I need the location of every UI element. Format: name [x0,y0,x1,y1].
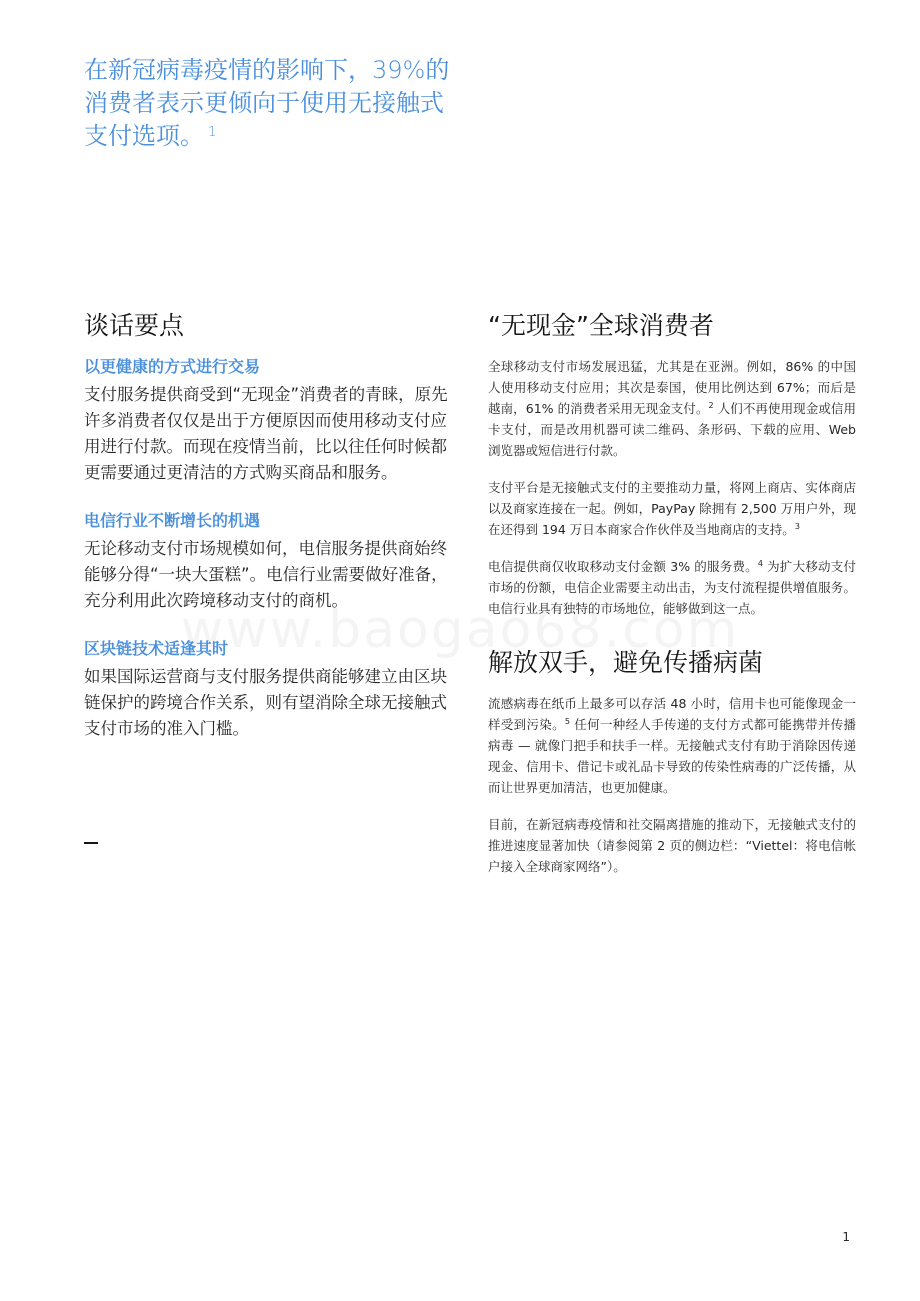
point-3-body: 如果国际运营商与支付服务提供商能够建立由区块链保护的跨境合作关系，则有望消除全球无接触式支付市场的准入门槛。 [84,667,447,738]
page-number: 1 [842,1230,850,1244]
paragraph-1: 全球移动支付市场发展迅猛，尤其是在亚洲。例如，86% 的中国人使用移动支付应用；其次是泰国，使用比例达到 67%；而后是越南，61% 的消费者采用无现金支付。$^2$ 人们不再使用现金或信用卡支付，而是改用机器可读二维码、条形码、下载的应用、Web 浏览器或短信进行付款。 [488,359,856,458]
hands-free-title: 解放双手，避免传播病菌 [488,648,764,677]
point-3 [84,638,450,742]
point-2-heading: 电信行业不断增长的机遇 [84,511,261,530]
paragraph-5: 目前，在新冠病毒疫情和社交隔离措施的推动下，无接触式支付的推进速度显著加快（请参阅第 2 页的侧边栏：“Viettel：将电信帐户接入全球商家网络”）。 [488,817,856,874]
footnote-4: 4 [757,559,763,568]
footnote-2: 2 [708,401,714,410]
point-1-body: 支付服务提供商受到“无现金”消费者的青睐，原先许多消费者仅仅是出于方便原因而使用移动支付应用进行付款。而现在疫情当前，比以往任何时候都更需要通过更清洁的方式购买商品和服务。 [84,385,448,482]
footnote-3: 3 [794,522,800,531]
pull-quote [84,54,459,153]
talking-points-column [84,308,450,766]
pull-quote-footnote: 1 [208,125,217,140]
pull-quote-text: 在新冠病毒疫情的影响下，39%的消费者表示更倾向于使用无接触式支付选项。 [84,56,450,150]
article-column [488,308,856,893]
paragraph-2: 支付平台是无接触式支付的主要推动力量，将网上商店、实体商店以及商家连接在一起。例如，PayPay 除拥有 2,500 万用户外，现在还得到 194 万日本商家合作伙伴及当地商店的支持。$^3$ [488,480,856,537]
section-dash [84,842,98,844]
footnote-5: 5 [564,717,571,726]
point-2-body: 无论移动支付市场规模如何，电信服务提供商始终能够分得“一块大蛋糕”。电信行业需要做好准备，充分利用此次跨境移动支付的商机。 [84,539,448,610]
point-1 [84,356,450,486]
point-2 [84,510,450,614]
paragraph-3: 电信提供商仅收取移动支付金额 3% 的服务费。$^4$ 为扩大移动支付市场的份额，电信企业需要主动出击，为支付流程提供增值服务。电信行业具有独特的市场地位，能够做到这一点。 [488,559,856,616]
point-3-heading: 区块链技术适逢其时 [84,639,229,658]
paragraph-4: 流感病毒在纸币上最多可以存活 48 小时，信用卡也可能像现金一样受到污染。$^5$ 任何一种经人手传递的支付方式都可能携带并传播病毒 — 就像门把手和扶手一样。无接触式支付有助于消除因传递现金、信用卡、借记卡或礼品卡导致的传染性病毒的广泛传播，从而让世界更加清洁，也更加健康。 [488,696,856,795]
cashless-consumers-title: “无现金”全球消费者 [488,311,714,340]
talking-points-title: 谈话要点 [84,311,185,340]
point-1-heading: 以更健康的方式进行交易 [84,357,261,376]
